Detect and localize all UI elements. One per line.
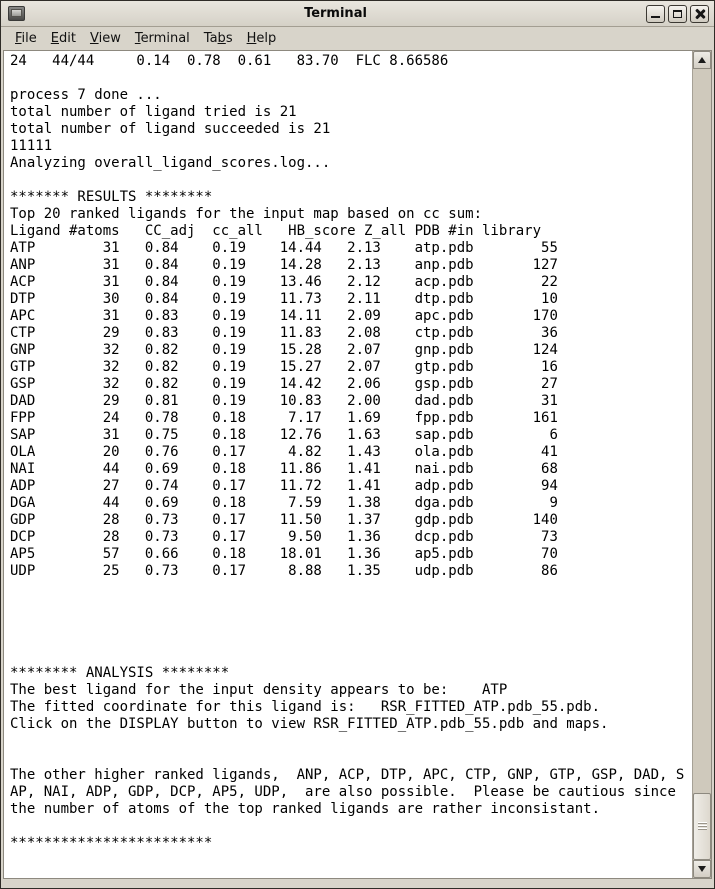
terminal-line <box>10 818 692 835</box>
terminal-line <box>10 750 692 767</box>
terminal-screen[interactable] <box>4 51 692 878</box>
results-table-row: DTP 30 0.84 0.19 11.73 2.11 dtp.pdb 10 <box>10 291 558 307</box>
terminal-line: total number of ligand succeeded is 21 <box>10 121 331 137</box>
menu-item-file[interactable]: File <box>15 31 37 46</box>
terminal-line: Analyzing overall_ligand_scores.log... <box>10 155 331 171</box>
results-table-row: OLA 20 0.76 0.17 4.82 1.43 ola.pdb 41 <box>10 444 558 460</box>
analysis-banner: ******** ANALYSIS ******** <box>10 665 230 681</box>
terminal-content-row <box>3 50 712 879</box>
results-table-row: UDP 25 0.73 0.17 8.88 1.35 udp.pdb 86 <box>10 563 558 579</box>
results-table-row: ATP 31 0.84 0.19 14.44 2.13 atp.pdb 55 <box>10 240 558 256</box>
terminal-line <box>10 70 692 87</box>
terminal-line: process 7 done ... <box>10 87 162 103</box>
terminal-line: ************************ <box>10 835 213 851</box>
results-table-row: SAP 31 0.75 0.18 12.76 1.63 sap.pdb 6 <box>10 427 558 443</box>
terminal-line: Click on the DISPLAY button to view RSR_FITTED_ATP.pdb_55.pdb and maps. <box>10 716 609 732</box>
scrollbar-thumb[interactable] <box>693 793 711 860</box>
menu-item-help[interactable]: Help <box>246 31 277 46</box>
scrollbar-trough[interactable] <box>693 69 711 860</box>
thumb-grip-icon <box>698 823 707 824</box>
window-controls <box>646 5 709 23</box>
terminal-line: the number of atoms of the top ranked ligands are rather inconsistant. <box>10 801 601 817</box>
results-table-row: DCP 28 0.73 0.17 9.50 1.36 dcp.pdb 73 <box>10 529 558 545</box>
maximize-icon <box>673 10 682 18</box>
results-table-row: NAI 44 0.69 0.18 11.86 1.41 nai.pdb 68 <box>10 461 558 477</box>
minimize-icon <box>651 9 660 18</box>
window-bottom-edge <box>1 879 714 888</box>
scroll-up-button[interactable] <box>693 51 711 69</box>
arrow-up-icon <box>698 57 706 63</box>
results-table-row: GNP 32 0.82 0.19 15.28 2.07 gnp.pdb 124 <box>10 342 558 358</box>
results-table-row: ADP 27 0.74 0.17 11.72 1.41 adp.pdb 94 <box>10 478 558 494</box>
results-banner: ******* RESULTS ******** <box>10 189 213 205</box>
results-table-row: ANP 31 0.84 0.19 14.28 2.13 anp.pdb 127 <box>10 257 558 273</box>
results-table-row: DAD 29 0.81 0.19 10.83 2.00 dad.pdb 31 <box>10 393 558 409</box>
terminal-line <box>10 614 692 631</box>
results-table-row: GSP 32 0.82 0.19 14.42 2.06 gsp.pdb 27 <box>10 376 558 392</box>
menu-item-terminal[interactable]: Terminal <box>134 31 190 46</box>
results-table-row: APC 31 0.83 0.19 14.11 2.09 apc.pdb 170 <box>10 308 558 324</box>
menu-item-view[interactable]: View <box>89 31 121 46</box>
terminal-line: 24 44/44 0.14 0.78 0.61 83.70 FLC 8.66586 <box>10 53 449 69</box>
results-table-row: DGA 44 0.69 0.18 7.59 1.38 dga.pdb 9 <box>10 495 558 511</box>
terminal-app-icon[interactable] <box>8 6 25 21</box>
arrow-down-icon <box>698 866 706 872</box>
results-table-row: ACP 31 0.84 0.19 13.46 2.12 acp.pdb 22 <box>10 274 558 290</box>
results-table-header: Ligand #atoms CC_adj cc_all HB_score Z_all PDB #in library <box>10 223 542 239</box>
results-table-row: GDP 28 0.73 0.17 11.50 1.37 gdp.pdb 140 <box>10 512 558 528</box>
scroll-down-button[interactable] <box>693 860 711 878</box>
terminal-line <box>10 597 692 614</box>
terminal-line <box>10 580 692 597</box>
scrollbar[interactable] <box>692 51 711 878</box>
terminal-line: The other higher ranked ligands, ANP, ACP, DTP, APC, CTP, GNP, GTP, GSP, DAD, S <box>10 767 685 783</box>
close-icon <box>695 9 705 19</box>
terminal-line: AP, NAI, ADP, GDP, DCP, AP5, UDP, are also possible. Please be cautious since <box>10 784 676 800</box>
results-table-row: FPP 24 0.78 0.18 7.17 1.69 fpp.pdb 161 <box>10 410 558 426</box>
thumb-grip-icon <box>698 829 707 830</box>
window-title: Terminal <box>304 6 367 21</box>
thumb-grip-icon <box>698 826 707 827</box>
terminal-line <box>10 172 692 189</box>
terminal-line: 11111 <box>10 138 53 154</box>
terminal-line: The fitted coordinate for this ligand is: RSR_FITTED_ATP.pdb_55.pdb. <box>10 699 601 715</box>
menu-item-edit[interactable]: Edit <box>50 31 76 46</box>
terminal-line <box>10 631 692 648</box>
results-subtitle: Top 20 ranked ligands for the input map based on cc sum: <box>10 206 483 222</box>
menu-item-tabs[interactable]: Tabs <box>203 31 233 46</box>
results-table-row: GTP 32 0.82 0.19 15.27 2.07 gtp.pdb 16 <box>10 359 558 375</box>
results-table-row: CTP 29 0.83 0.19 11.83 2.08 ctp.pdb 36 <box>10 325 558 341</box>
terminal-line <box>10 648 692 665</box>
close-button[interactable] <box>690 5 709 23</box>
maximize-button[interactable] <box>668 5 687 23</box>
menu-bar <box>1 27 714 50</box>
results-table-row: AP5 57 0.66 0.18 18.01 1.36 ap5.pdb 70 <box>10 546 558 562</box>
terminal-line <box>10 733 692 750</box>
title-bar[interactable] <box>1 1 714 27</box>
terminal-line: The best ligand for the input density appears to be: ATP <box>10 682 508 698</box>
terminal-line: total number of ligand tried is 21 <box>10 104 297 120</box>
minimize-button[interactable] <box>646 5 665 23</box>
